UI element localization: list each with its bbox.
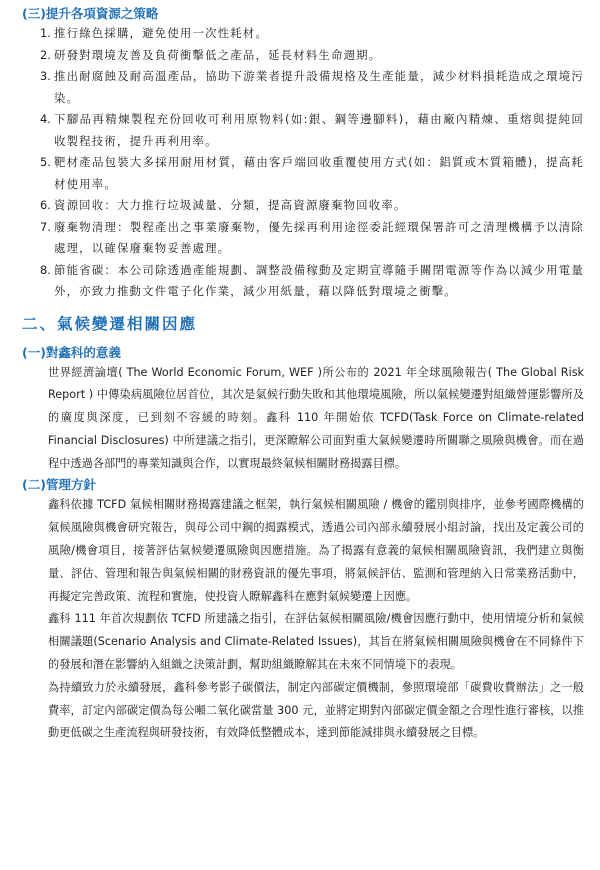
list-item-text: 靶材產品包裝大多採用耐用材質，藉由客戶端回收重覆使用方式(如：鋁質或木質箱體)，提高耗材使用率。 xyxy=(54,155,584,191)
list-item-text: 推出耐腐蝕及耐高溫產品，協助下游業者提升設備規格及生產能量，減少材料損耗造成之環境污染。 xyxy=(54,69,584,105)
list-item xyxy=(40,23,584,45)
list-item-text: 資源回收：大力推行垃圾減量、分類，提高資源廢棄物回收率。 xyxy=(54,198,407,212)
list-item-text: 廢棄物清理：製程產出之事業廢棄物，優先採再利用途徑委託經環保署許可之清理機構予以清除處理，以確保廢棄物妥善處理。 xyxy=(54,219,584,255)
significance-heading: (一)對鑫科的意義 xyxy=(22,344,121,360)
list-item-number: 6. xyxy=(40,198,51,212)
list-item-text: 節能省碳：本公司除透過產能規劃、調整設備稼動及定期宣導隨手關閉電源等作為以減少用電量外，亦致力推動文件電子化作業，減少用紙量，藉以降低對環境之衝擊。 xyxy=(54,262,584,298)
list-item-text: 推行綠色採購，避免使用一次性耗材。 xyxy=(54,26,269,40)
list-item xyxy=(40,66,584,109)
list-item xyxy=(40,109,584,152)
management-policy-heading: (二)管理方針 xyxy=(22,477,96,493)
list-item xyxy=(40,217,584,260)
list-item-number: 4. xyxy=(40,112,51,126)
resource-strategy-list xyxy=(22,23,584,303)
list-item-number: 8. xyxy=(40,262,51,277)
list-item-text: 下腳品再精煉製程充份回收可利用原物料(如:銀、鋼等邊腳料)，藉由廠內精煉、重熔與提純回收製程技術，提升再利用率。 xyxy=(54,112,584,148)
list-item xyxy=(40,195,584,217)
policy-paragraph-2: 鑫科 111 年首次規劃依 TCFD 所建議之指引，在評估氣候相關風險/機會因應行動中，使用情境分析和氣候相關議題(Scenario Analysis and Climate-Related Issues)，其旨在將氣候相關風險與機會在不同條件下的發展和潛在影響納入組織之決策計劃，幫助組織瞭解其在未來不同情境下的表現。 xyxy=(48,612,584,672)
policy-paragraph-1: 鑫科依據 TCFD 氣候相關財務揭露建議之框架，執行氣候相關風險 / 機會的鑑別與排序，並參考國際機構的氣候風險與機會研究報告，與母公司中鋼的揭露模式，透過公司內部永續發展小組討論，找出及定義公司的風險/機會項目，接著評估氣候變遷風險與因應措施。為了揭露有意義的氣候相關風險資訊，我們建立與衡量、評估、管理和報告與氣候相關的財務資訊的優先事項，將氣候評估、監測和管理納入日常業務活動中，再擬定完善政策、流程和實施，使投資人瞭解鑫科在應對氣候變遷上因應。 xyxy=(48,498,584,603)
list-item-number: 3. xyxy=(40,69,51,83)
list-item-number: 7. xyxy=(40,219,51,234)
list-item xyxy=(40,260,584,303)
list-item-number: 5. xyxy=(40,155,51,169)
list-item-number: 1. xyxy=(40,26,51,40)
list-item-number: 2. xyxy=(40,47,51,62)
list-item xyxy=(40,152,584,195)
list-item-text: 研發對環境友善及負荷衝擊低之產品，延長材料生命週期。 xyxy=(54,47,382,62)
significance-paragraph: 世界經濟論壇( The World Economic Forum, WEF )所公布的 2021 年全球風險報告( The Global Risk Report ) 中傳染病風險位居首位，其次是氣候行動失敗和其他環境風險，所以氣候變遷對組織營運影響所及的廣度與深度，已到刻不容緩的時刻。鑫科 110 年開始依 TCFD(Task Force on Climate-related Financial Disclosures) 中所建議之指引，更深瞭解公司面對重大氣候變遷時所關聯之風險與機會。而在過程中透過各部門的專業知識與合作，以實現最終氣候相關財務揭露目標。 xyxy=(48,365,584,470)
list-item xyxy=(40,45,584,67)
climate-section-title: 二、氣候變遷相關因應 xyxy=(22,314,198,333)
resource-strategy-heading: (三)提升各項資源之策略 xyxy=(22,6,159,21)
policy-paragraph-3: 為持續致力於永續發展，鑫科參考影子碳價法，制定內部碳定價機制，參照環境部「碳費收費辦法」之一般費率，訂定內部碳定價為每公噸二氧化碳當量 300 元，並將定期對內部碳定價金額之合理性進行審核，以推動更低碳之生產流程與研發技術，有效降低整體成本，達到節能減排與永續發展之目標。 xyxy=(48,680,584,740)
